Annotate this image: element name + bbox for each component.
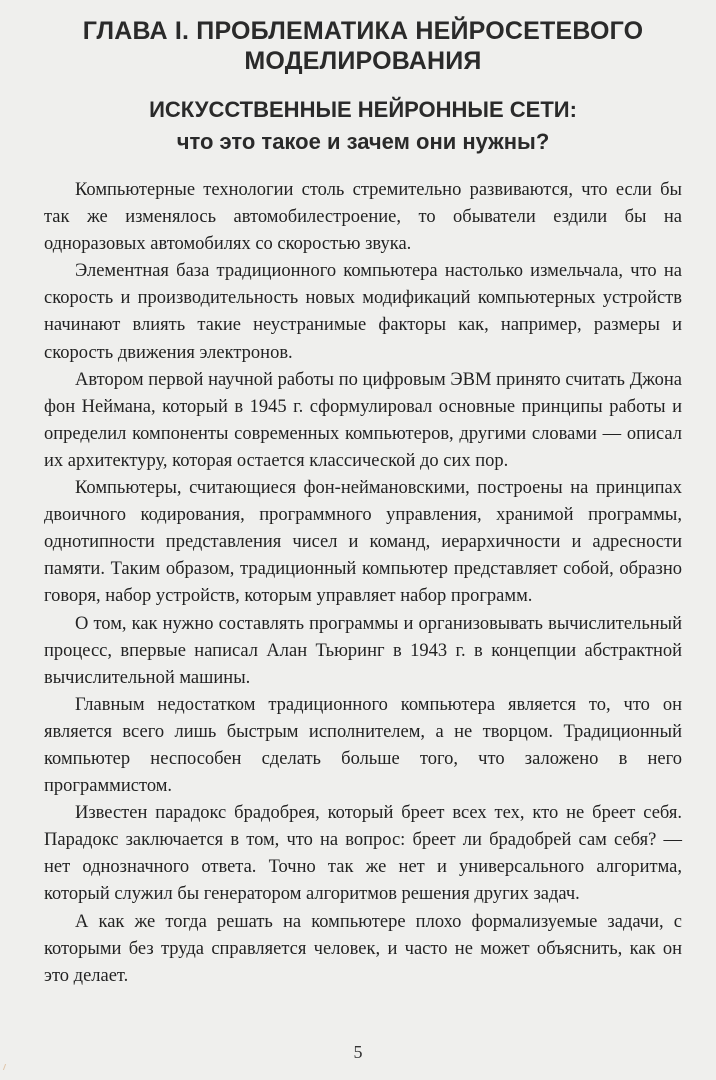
paragraph-1: Компьютерные технологии столь стремительно развиваются, что если бы так же изменялось автомобилестроение, то обыватели ездили бы на одноразовых автомобилях со скоростью звука.	[44, 180, 682, 255]
paragraph-2: Элементная база традиционного компьютера настолько измельчала, что на скорость и производительность новых модификаций компьютерных устройств начинают влиять такие неустранимые факторы как, например, размеры и скорость движения электронов.	[44, 261, 682, 363]
section-subtitle: что это такое и зачем они нужны?	[176, 129, 550, 154]
paragraph-5: О том, как нужно составлять программы и организовывать вычислительный процесс, впервые написал Алан Тьюринг в 1943 г. в концепции абстрактной вычислительной машины.	[44, 613, 682, 688]
paragraph-3: Автором первой научной работы по цифровым ЭВМ принято считать Джона фон Неймана, который в 1945 г. сформулировал основные принципы работы и определил компоненты современных компьютеров, другими словами — описал их архитектуру, которая остается классической до сих пор.	[44, 369, 682, 471]
paragraph-6: Главным недостатком традиционного компьютера является то, что он является всего лишь быстрым исполнителем, а не творцом. Традиционный компьютер неспособен сделать больше того, что заложено в него программистом.	[44, 694, 682, 797]
chapter-title	[44, 16, 682, 76]
scan-mark	[3, 1064, 12, 1070]
chapter-title-line-2: МОДЕЛИРОВАНИЯ	[244, 47, 482, 75]
page-number: 5	[353, 1042, 363, 1062]
chapter-title-line-1: ГЛАВА I. ПРОБЛЕМАТИКА НЕЙРОСЕТЕВОГО	[82, 17, 644, 45]
paragraph-7: Известен парадокс брадобрея, который бреет всех тех, кто не бреет себя. Парадокс заключается в том, что на вопрос: бреет ли брадобрей сам себя? — нет однозначного ответа. Точно так же нет и универсального алгоритма, который служил бы генератором алгоритмов решения других задач.	[44, 803, 682, 905]
paragraph-8: А как же тогда решать на компьютере плохо формализуемые задачи, с которыми без труда справляется человек, и часто не может объяснить, как он это делает.	[44, 911, 682, 986]
paragraph-4: Компьютеры, считающиеся фон-неймановскими, построены на принципах двоичного кодирования, программного управления, хранимой программы, однотипности представления чисел и команд, иерархичности и адресности памяти. Таким образом, традиционный компьютер представляет собой, образно говоря, набор устройств, которым управляет набор программ.	[44, 478, 682, 607]
body-text	[44, 177, 682, 990]
section-title-line-1: ИСКУССТВЕННЫЕ НЕЙРОННЫЕ СЕТИ:	[149, 97, 577, 122]
section-title	[44, 94, 682, 158]
